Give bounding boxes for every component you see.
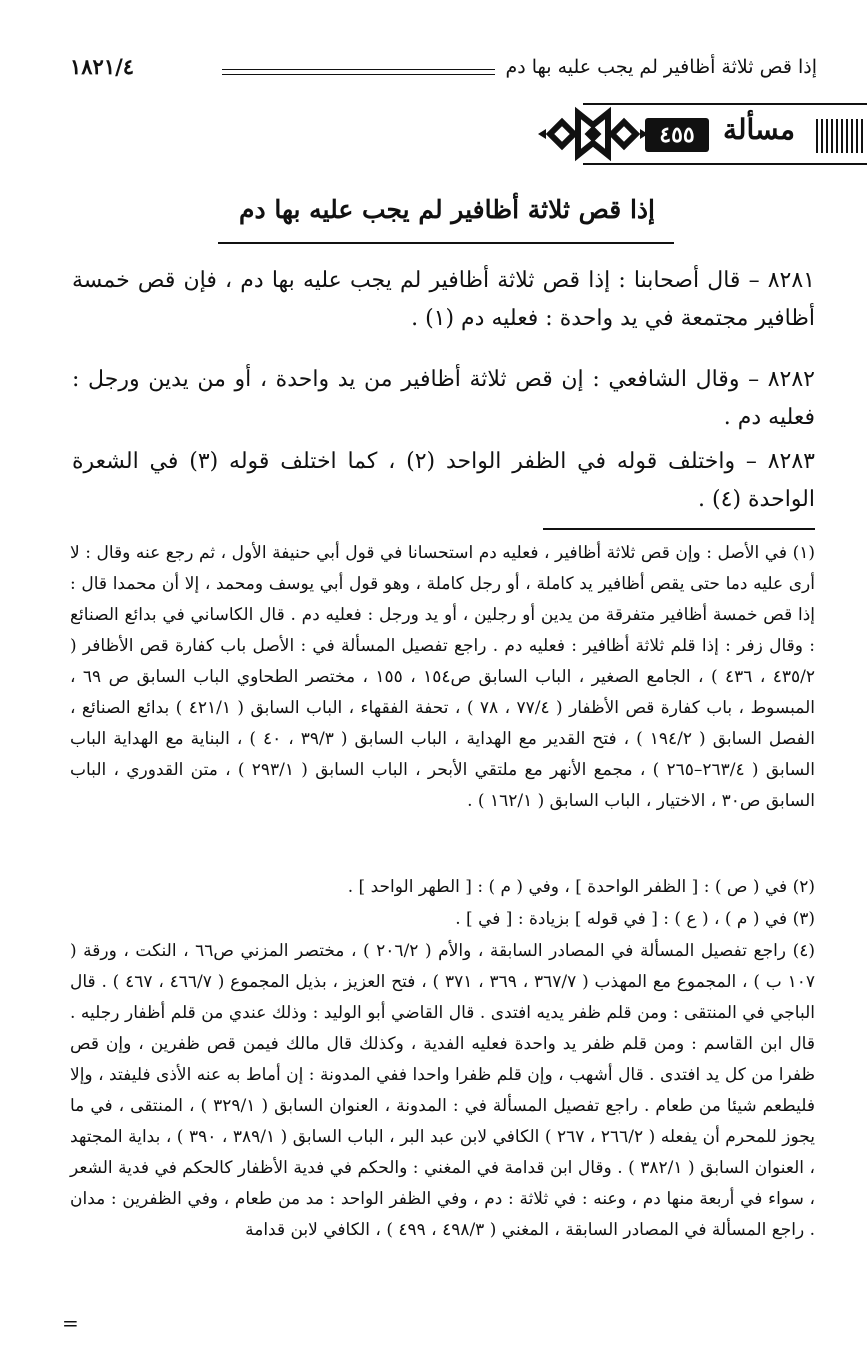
continuation-mark: = (62, 1311, 79, 1335)
running-header-rule (222, 69, 495, 75)
footnote-2: (٢) في ( ص ) : [ الظفر الواحدة ] ، وفي ( م ) : [ الطهر الواحد ] . (347, 877, 815, 897)
footnote-separator (543, 528, 815, 530)
knot-ornament-icon (538, 103, 648, 165)
section-title: إذا قص ثلاثة أظافير لم يجب عليه بها دم (239, 195, 655, 224)
barcode-ornament (811, 119, 863, 153)
running-header-title: إذا قص ثلاثة أظافير لم يجب عليه بها دم (505, 56, 817, 78)
masala-banner (0, 103, 867, 165)
section-title-underline (218, 242, 674, 244)
paragraph-8282: ٨٢٨٢ – وقال الشافعي : إن قص ثلاثة أظافير من يد واحدة ، أو من يدين ورجل : فعليه دم . (72, 367, 815, 430)
masala-number-badge: ٤٥٥ (645, 118, 709, 152)
paragraph-8281: ٨٢٨١ – قال أصحابنا : إذا قص ثلاثة أظافير لم يجب عليه بها دم ، فإن قص خمسة أظافير مجتمعة في يد واحدة : فعليه دم (١) . (72, 268, 815, 331)
running-header (70, 54, 817, 88)
paragraph-8283: ٨٢٨٣ – واختلف قوله في الظفر الواحد (٢) ، كما اختلف قوله (٣) في الشعرة الواحدة (٤) . (72, 449, 815, 512)
running-header-page-ref: ١٨٢١/٤ (70, 54, 135, 79)
footnote-3: (٣) في ( م ) ، ( ع ) : [ في قوله ] بزيادة : [ في ] . (455, 909, 815, 929)
footnote-1: (١) في الأصل : وإن قص ثلاثة أظافير ، فعليه دم استحسانا في قول أبي حنيفة الأول ، ثم رجع عنه وقال : لا أرى عليه دما حتى يقص أظافير يد كاملة ، أو رجل كاملة ، وهو قول أبي يوسف ومحمد ، إلا أن محمدا قال : إذا قص خمسة أظافير متفرقة من يدين أو رجلين ، أو يد ورجل : فعليه دم . قال الكاساني في بدائع الصنائع : وقال زفر : إذا قلم ثلاثة أظافير : فعليه دم . راجع تفصيل المسألة في : الأصل باب كفارة قص الأظافر ( ٤٣٥/٢ ، ٤٣٦ ) ، الجامع الصغير ، الباب السابق ص١٥٤ ، ١٥٥ ، مختصر الطحاوي الباب السابق ص ٦٩ ، المبسوط ، باب كفارة قص الأظفار ( ٧٧/٤ ، ٧٨ ) ، تحفة الفقهاء ، الباب السابق ( ٤٢١/١ ) بدائع الصنائع ، الفصل السابق ( ١٩٤/٢ ) ، فتح القدير مع الهداية ، الباب السابق ( ٣٩/٣ ، ٤٠ ) ، البناية مع الهداية الباب السابق ( ٢٦٣/٤–٢٦٥ ) ، مجمع الأنهر مع ملتقي الأبحر ، الباب السابق ( ٢٩٣/١ ) ، متن القدوري ، الباب السابق ص٣٠ ، الاختيار ، الباب السابق ( ١٦٢/١ ) . (70, 543, 816, 811)
masala-label: مسألة (722, 113, 795, 146)
footnote-4: (٤) راجع تفصيل المسألة في المصادر السابقة ، والأم ( ٢٠٦/٢ ) ، مختصر المزني ص٦٦ ، النكت ، ورقة ( ١٠٧ ب ) ، المجموع مع المهذب ( ٣٦٧/٧ ، ٣٦٩ ، ٣٧١ ) ، فتح العزيز ، بذيل المجموع ( ٤٦٦/٧ ، ٤٦٧ ) . قال الباجي في المنتقى : ومن قلم ظفر يديه افتدى . قال القاضي أبو الوليد : وذلك عندي من قلم أظفار رجليه . قال ابن القاسم : ومن قلم ظفر يد واحدة فعليه الفدية ، وكذلك قال مالك فيمن قص ظفرين ، وإن قص ظفرا من كل يد افتدى . قال أشهب ، وإن قلم ظفرا واحدا ففي المدونة : إن أماط به عنه الأذى فليفتد ، وإلا فليطعم شيئا من طعام . راجع تفصيل المسألة في : المدونة ، العنوان السابق ( ٣٢٩/١ ) ، المنتقى ، في ما يجوز للمحرم أن يفعله ( ٢٦٦/٢ ، ٢٦٧ ) الكافي لابن عبد البر ، الباب السابق ( ٣٨٩/١ ، ٣٩٠ ) ، بداية المجتهد ، العنوان السابق ( ٣٨٢/١ ) . وقال ابن قدامة في المغني : والحكم في فدية الأظفار كالحكم في فدية الشعر ، سواء في أربعة منها دم ، وعنه : في ثلاثة : دم ، وفي الظفر الواحد : مد من طعام ، وفي الظفرين : مدان . راجع المسألة في المصادر السابقة ، المغني ( ٤٩٨/٣ ، ٤٩٩ ) ، الكافي لابن قدامة (70, 941, 816, 1240)
